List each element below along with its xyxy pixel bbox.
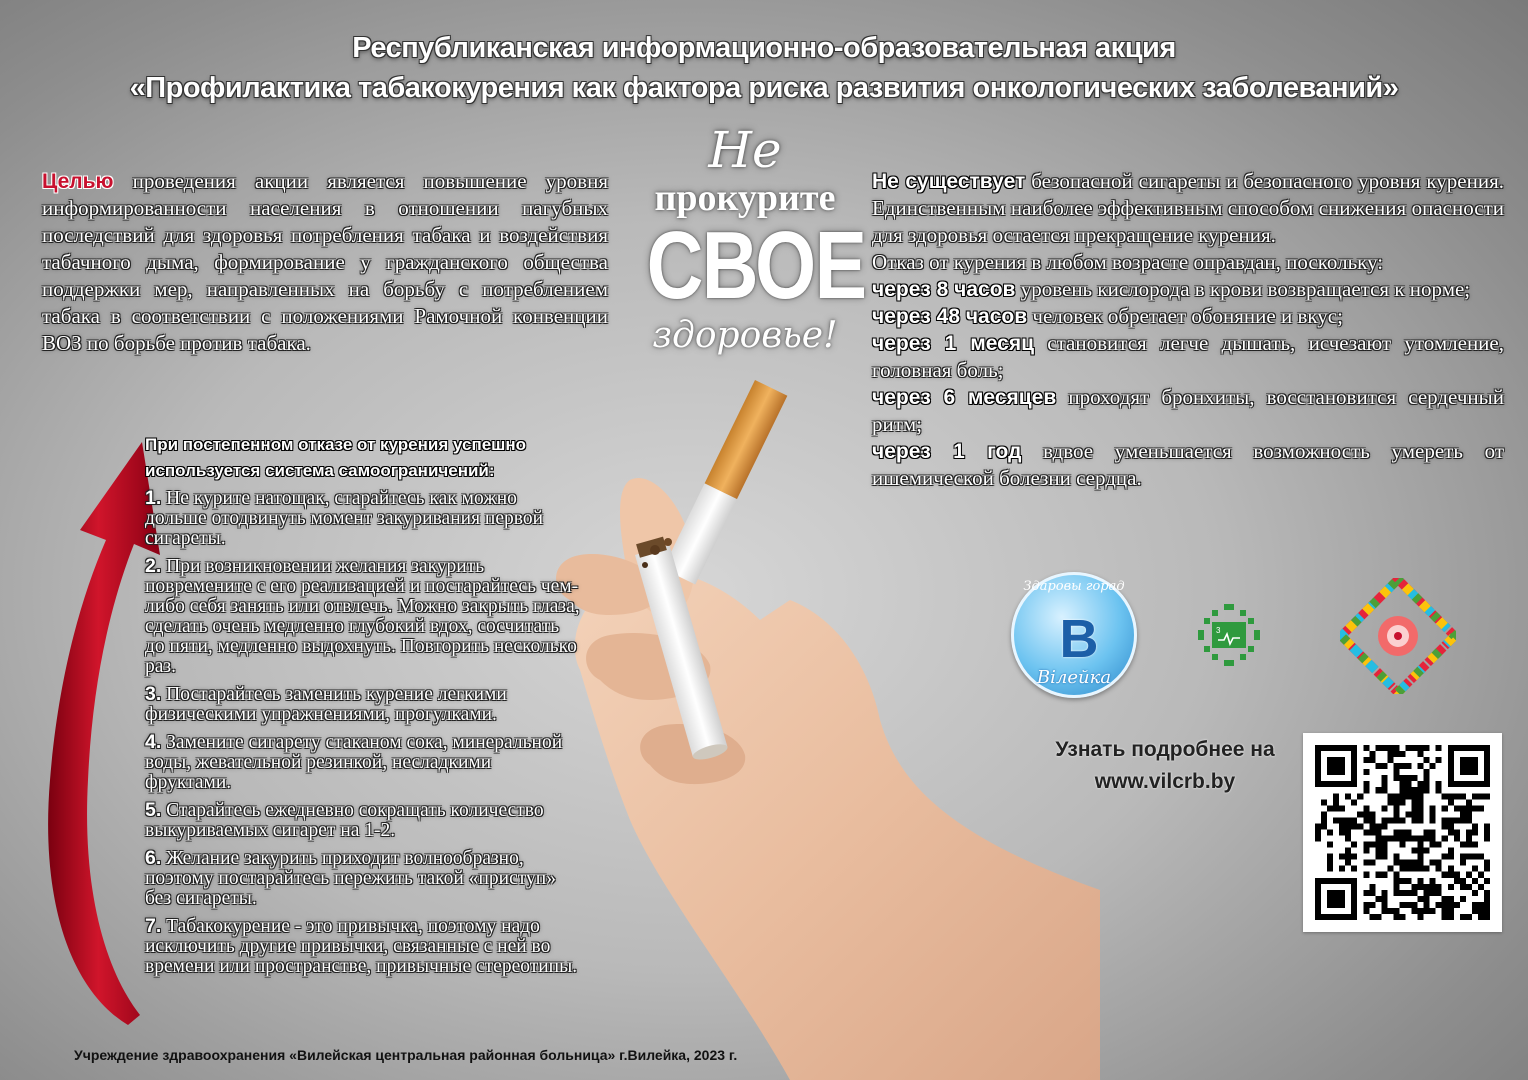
facts-item <box>872 303 1504 330</box>
tip-text: Желание закурить приходит волнообразно, поэтому постарайтесь пережить такой «приступ» без сигареты. <box>145 848 556 909</box>
logo-round-top-text: Здаровы горад <box>1023 579 1125 594</box>
facts-intro2: Отказ от курения в любом возрасте оправдан, поскольку: <box>872 250 1384 274</box>
slogan-ne: Не <box>708 121 782 179</box>
goal-paragraph <box>42 168 608 357</box>
logo-round-bottom-text: Вілейка <box>1036 667 1112 688</box>
facts-item-text: становится легче дышать, исчезают утомление, головная боль; <box>872 331 1504 382</box>
tip-text: При возникновении желания закурить повремените с его реализацией и постарайтесь чем-либо себя занять или отвлечь. Можно закрыть глаза, сделать очень медленно глубокий вдох, сосчитать до пяти, медленно выдохнуть. Повторить несколько раз. <box>145 556 580 677</box>
facts-item <box>872 330 1504 384</box>
tip-text: Не курите натощак, старайтесь как можно дольше отодвинуть момент закуривания первой сигареты. <box>145 488 544 549</box>
healthy-city-vileyka-logo <box>1011 572 1137 698</box>
facts-intro <box>872 168 1504 249</box>
tip-number: 3. <box>145 683 162 705</box>
slogan-svoe: СВОЕ <box>646 212 866 319</box>
facts-lead: Не существует <box>872 170 1026 193</box>
facts-item-text: проходят бронхиты, восстановится сердечный ритм; <box>872 385 1504 436</box>
page-title <box>0 28 1528 108</box>
facts-item-lead: через 6 месяцев <box>872 386 1057 409</box>
tips-heading: При постепенном отказе от курения успешно используется система самоограничений: <box>145 435 526 480</box>
title-line-1: Республиканская информационно-образовательная акция <box>352 32 1176 64</box>
tip-item <box>145 488 580 549</box>
tip-item <box>145 684 580 725</box>
tip-number: 1. <box>145 487 162 509</box>
tip-number: 4. <box>145 731 162 753</box>
facts-item-lead: через 1 месяц <box>872 332 1035 355</box>
facts-item-lead: через 8 часов <box>872 278 1016 301</box>
slogan-block <box>625 122 865 358</box>
more-info-label: Узнать подробнее на <box>1055 738 1275 761</box>
tip-item <box>145 848 580 909</box>
tip-number: 2. <box>145 555 162 577</box>
footer-text: Учреждение здравоохранения «Вилейская центральная районная больница» г.Вилейка, 2023 г. <box>74 1047 738 1063</box>
facts-item-lead: через 1 год <box>872 440 1022 463</box>
title-line-2: «Профилактика табакокурения как фактора риска развития онкологических заболеваний» <box>129 72 1399 104</box>
green-logo-label: 3 <box>1216 626 1221 635</box>
tip-item <box>145 800 580 841</box>
website-link[interactable]: www.vilcrb.by <box>1094 770 1236 793</box>
tip-text: Старайтесь ежедневно сокращать количество выкуриваемых сигарет на 1-2. <box>145 800 544 841</box>
tip-number: 7. <box>145 915 162 937</box>
sdg-diamond-ornament-logo <box>1340 578 1456 694</box>
facts-item <box>872 276 1504 303</box>
slogan-zdorove: здоровье! <box>652 315 838 356</box>
qr-code[interactable] <box>1303 733 1502 932</box>
facts-item <box>872 438 1504 492</box>
qr-code-image <box>1315 745 1490 920</box>
slogan-prokurite: прокурите <box>654 177 836 219</box>
tip-item <box>145 916 580 977</box>
facts-item <box>872 384 1504 438</box>
tip-item <box>145 732 580 793</box>
facts-item-text: вдвое уменьшается возможность умереть от ишемической болезни сердца. <box>872 439 1505 490</box>
goal-text: проведения акции является повышение уровня информированности населения в отношении пагубных последствий для здоровья потребления табака и воздействия табачного дыма, формирование у гражданского общества поддержки мер, направленных на борьбу с потреблением табака в соответствии с положениями Рамочной конвенции ВОЗ по борьбе против табака. <box>42 169 608 355</box>
more-info-block <box>1040 734 1290 798</box>
facts-item-lead: через 48 часов <box>872 305 1028 328</box>
tip-text: Постарайтесь заменить курение легкими физическими упражнениями, прогулками. <box>145 684 507 725</box>
tip-text: Табакокурение - это привычка, поэтому надо исключить другие привычки, связанные с ней во времени или пространстве, привычные стереотипы. <box>145 916 578 977</box>
tip-number: 5. <box>145 799 162 821</box>
facts-item-text: уровень кислорода в крови возвращается к норме; <box>1015 277 1471 301</box>
tips-block <box>145 432 580 984</box>
tip-item <box>145 556 580 677</box>
tip-number: 6. <box>145 847 162 869</box>
facts-paragraph <box>872 168 1504 492</box>
green-ornament-health-logo <box>1198 604 1260 666</box>
goal-lead: Целью <box>42 170 114 193</box>
tip-text: Замените сигарету стаканом сока, минеральной воды, жевательной резинкой, несладкими фруктами. <box>145 732 563 793</box>
logo-round-letter: В <box>1059 609 1099 669</box>
facts-item-text: человек обретает обоняние и вкус; <box>1027 304 1343 328</box>
facts-intro-text: безопасной сигареты и безопасного уровня курения. Единственным наиболее эффективным способом снижения опасности для здоровья остается прекращение курения. <box>872 169 1504 247</box>
